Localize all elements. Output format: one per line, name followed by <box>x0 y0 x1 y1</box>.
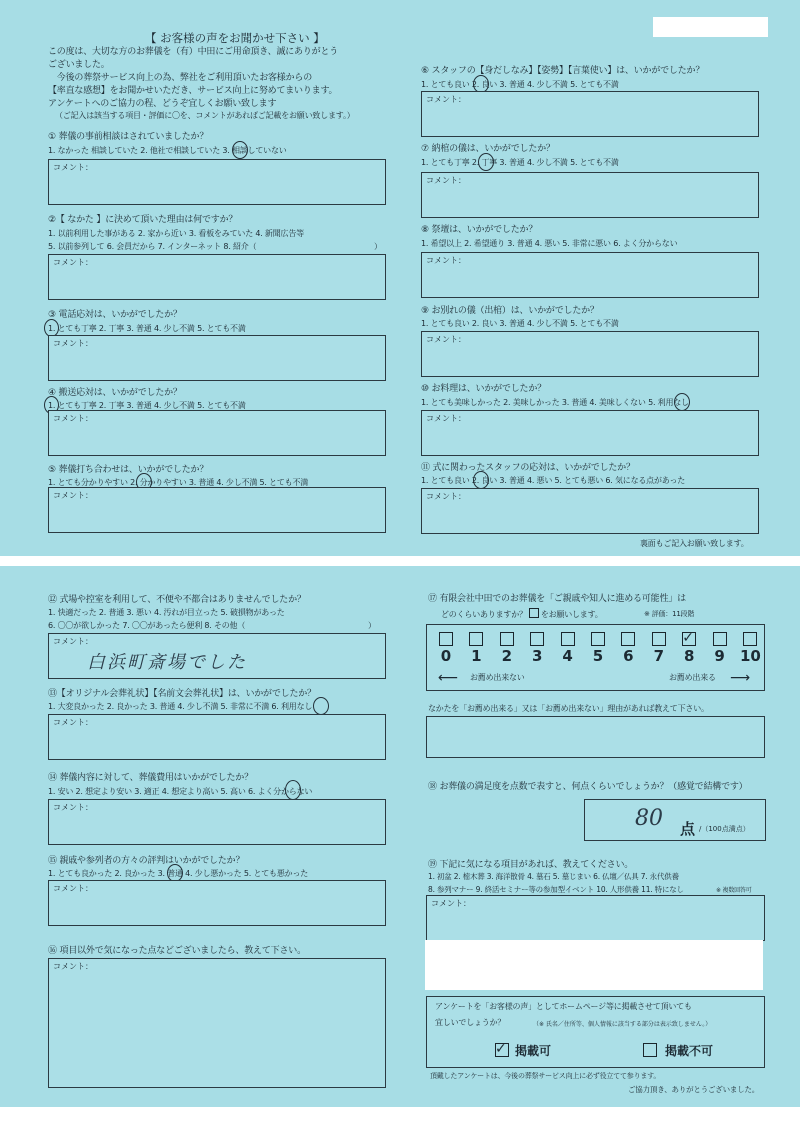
scale-checkbox-7[interactable] <box>652 632 666 646</box>
question-17: ⑰ 有限会社中田でのお葬儀を「ご親戚や知人に進める可能性」は <box>428 594 686 604</box>
intro-line: 【率直な感想】をお聞かせいただき、サービス向上に努めてまいります。 <box>48 86 338 96</box>
answer-circle <box>473 471 489 489</box>
answer-circle <box>674 393 690 411</box>
scale-checkbox-8[interactable] <box>682 632 696 646</box>
scale-checkbox-10[interactable] <box>743 632 757 646</box>
question-1-options: 1. なかった 相談していた 2. 他社で相談していた 3. 相談していない <box>48 146 287 155</box>
question-19: ⑲ 下記に気になる項目があれば、教えてください。 <box>428 860 634 870</box>
paren-close: ） <box>374 242 382 251</box>
scale-checkbox-5[interactable] <box>591 632 605 646</box>
comment-box-10[interactable]: コメント： <box>421 410 759 456</box>
scale-right-label: お薦め出来る <box>669 673 716 682</box>
question-3: ③ 電話応対は、いかがでしたか？ <box>48 310 182 320</box>
comment-box-14[interactable]: コメント： <box>48 799 386 845</box>
reason-comment-box[interactable] <box>426 716 765 758</box>
comment-box-7[interactable]: コメント： <box>421 172 759 218</box>
scale-number: 2 <box>501 647 513 665</box>
scale-number: 9 <box>714 647 725 665</box>
scale-checkbox-9[interactable] <box>713 632 727 646</box>
comment-box-6[interactable]: コメント： <box>421 91 759 137</box>
question-14-options: 1. 安い 2. 想定より安い 3. 適正 4. 想定より高い 5. 高い 6. よく分からない <box>48 787 313 796</box>
question-15-options: 1. とても良かった 2. 良かった 3. 普通 4. 少し悪かった 5. とても悪かった <box>48 869 309 878</box>
comment-box-8[interactable]: コメント： <box>421 252 759 298</box>
question-12: ⑫ 式場や控室を利用して、不便や不都合はありませんでしたか？ <box>48 595 306 605</box>
scale-number: 6 <box>623 647 634 665</box>
comment-box-1[interactable]: コメント： <box>48 159 386 205</box>
comment-box-15[interactable]: コメント： <box>48 880 386 926</box>
question-7-options: 1. とても丁寧 2. 丁寧 3. 普通 4. 少し不満 5. とても不満 <box>421 158 619 167</box>
publish-permission-box <box>426 996 765 1068</box>
survey-page-front <box>0 0 800 556</box>
redacted-area <box>425 940 763 990</box>
answer-circle <box>232 141 248 159</box>
question-6: ⑥ スタッフの【身だしなみ】【姿勢】【言葉使い】は、いかがでしたか？ <box>421 66 705 76</box>
question-9-options: 1. とても良い 2. 良い 3. 普通 4. 少し不満 5. とても不満 <box>421 319 619 328</box>
survey-page-back <box>0 566 800 1107</box>
comment-box-12[interactable]: コメント： 白浜町斎場でした <box>48 633 386 679</box>
question-8-options: 1. 希望以上 2. 希望通り 3. 普通 4. 悪い 5. 非常に悪い 6. よく分からない <box>421 239 678 248</box>
question-12-options: 1. 快適だった 2. 普通 3. 悪い 4. 汚れが目立った 5. 破損物があった <box>48 608 285 617</box>
question-8: ⑧ 祭壇は、いかがでしたか？ <box>421 225 538 235</box>
publish-ok-checkbox[interactable] <box>495 1043 509 1057</box>
back-note: 裏面もご記入お願い致します。 <box>640 539 749 548</box>
intro-line: （ご記入は該当する項目・評価に〇を、コメントがあればご記載をお願い致します。） <box>55 111 355 120</box>
publish-ok-label: 掲載可 <box>515 1044 552 1058</box>
question-7: ⑦ 納棺の儀は、いかがでしたか？ <box>421 144 555 154</box>
scale-checkbox-2[interactable] <box>500 632 514 646</box>
question-16: ⑯ 項目以外で気になった点などございましたら、教えて下さい。 <box>48 946 306 956</box>
question-12-options: 6. 〇〇が欲しかった 7. 〇〇があったら便利 8. その他（ <box>48 621 246 630</box>
scale-checkbox-1[interactable] <box>469 632 483 646</box>
publish-note: （※ 氏名／住所等、個人情報に該当する部分は表示致しません。） <box>533 1021 712 1028</box>
scale-number: 8 <box>683 647 695 665</box>
question-19-options: 1. 初盆 2. 樒木葬 3. 海洋散骨 4. 墓石 5. 墓じまい 6. 仏壇／仏具 7. 永代供養 <box>428 872 679 881</box>
check-mark-icon: ✓ <box>495 1041 507 1057</box>
publish-ng-label: 掲載不可 <box>665 1044 714 1058</box>
footer-thanks: ご協力頂き、ありがとうございました。 <box>628 1085 760 1094</box>
question-4-options: 1. とても丁寧 2. 丁寧 3. 普通 4. 少し不満 5. とても不満 <box>48 401 246 410</box>
arrow-left-icon: ⟵ <box>438 670 459 686</box>
scale-number: 7 <box>653 647 665 665</box>
publish-question-line1: アンケートを「お客様の声」としてホームページ等に掲載させて頂いても <box>435 1002 692 1011</box>
question-10: ⑩ お料理は、いかがでしたか？ <box>421 384 546 394</box>
scale-number: 4 <box>562 647 573 665</box>
question-2: ②【 なかた 】に決めて頂いた理由は何ですか？ <box>48 215 238 225</box>
checkbox-mini-icon <box>529 608 539 618</box>
score-value: 80 <box>635 806 663 831</box>
publish-ng-checkbox[interactable] <box>643 1043 657 1057</box>
footer-note: 頂戴したアンケートは、今後の葬祭サービス向上に必ず役立てて参ります。 <box>430 1072 661 1080</box>
question-1: ① 葬儀の事前相談はされていましたか？ <box>48 132 209 142</box>
arrow-right-icon: ⟶ <box>730 670 751 686</box>
answer-circle <box>478 153 494 171</box>
comment-box-13[interactable]: コメント： <box>48 714 386 760</box>
question-6-options: 1. とても良い 2. 良い 3. 普通 4. 少し不満 5. とても不満 <box>421 80 619 89</box>
question-15: ⑮ 親戚や参列者の方々の評判はいかがでしたか？ <box>48 856 245 866</box>
handwritten-comment: 白浜町斎場でした <box>87 652 247 673</box>
answer-circle <box>285 780 301 800</box>
paren-close: ） <box>368 621 376 630</box>
score-suffix: /（100点満点） <box>699 825 750 833</box>
comment-box-2[interactable]: コメント： <box>48 254 386 300</box>
comment-box-5[interactable]: コメント： <box>48 487 386 533</box>
scale-checkbox-4[interactable] <box>561 632 575 646</box>
redacted-area <box>653 17 768 37</box>
scale-number: 1 <box>471 647 482 665</box>
intro-line: この度は、大切な方のお葬儀を（有）中田にご用命頂き、誠にありがとう <box>48 47 339 57</box>
question-3-options: 1. とても丁寧 2. 丁寧 3. 普通 4. 少し不満 5. とても不満 <box>48 324 246 333</box>
intro-line: ございました。 <box>48 60 110 70</box>
intro-line: アンケートへのご協力の程、どうぞ宜しくお願い致します <box>48 99 277 109</box>
question-19-options: 8. 参列マナー 9. 終活セミナー等の参加型イベント 10. 人形供養 11. 特になし <box>428 885 684 894</box>
scale-number: 10 <box>740 647 761 665</box>
check-mark-icon: ✓ <box>682 630 694 646</box>
comment-box-3[interactable]: コメント： <box>48 335 386 381</box>
comment-box-11[interactable]: コメント： <box>421 488 759 534</box>
comment-box-4[interactable]: コメント： <box>48 410 386 456</box>
question-5-options: 1. とても分かりやすい 2. 分かりやすい 3. 普通 4. 少し不満 5. とても不満 <box>48 478 309 487</box>
survey-title: 【 お客様の声をお聞かせ下さい 】 <box>145 31 325 45</box>
question-10-options: 1. とても美味しかった 2. 美味しかった 3. 普通 4. 美味しくない 5. 利用なし <box>421 398 689 407</box>
question-4: ④ 搬送応対は、いかがでしたか？ <box>48 388 182 398</box>
question-13: ⑬【オリジナル会葬礼状】【名前文会葬礼状】は、いかがでしたか？ <box>48 689 316 699</box>
comment-box-16[interactable]: コメント： <box>48 958 386 1088</box>
score-unit: 点 <box>680 820 696 838</box>
question-2-options: 1. 以前利用した事がある 2. 家から近い 3. 看板をみていた 4. 新聞広告等 <box>48 229 304 238</box>
comment-box-19[interactable]: コメント： <box>426 895 765 941</box>
publish-question-line2: 宜しいでしょうか？ <box>435 1018 506 1027</box>
scale-checkbox-6[interactable] <box>621 632 635 646</box>
question-18: ⑱ お葬儀の満足度を点数で表すと、何点くらいでしょうか？（感覚で結構です） <box>428 782 748 792</box>
multiple-answer-note: ※ 複数回答可 <box>716 887 752 894</box>
question-13-options: 1. 大変良かった 2. 良かった 3. 普通 4. 少し不満 5. 非常に不満 6. 利用なし <box>48 702 313 711</box>
question-2-options: 5. 以前参列して 6. 会員だから 7. インターネット 8. 紹介（ <box>48 242 257 251</box>
question-5: ⑤ 葬儀打ち合わせは、いかがでしたか？ <box>48 465 209 475</box>
question-14: ⑭ 葬儀内容に対して、葬儀費用はいかがでしたか？ <box>48 773 253 783</box>
question-17-line2: どのくらいありますか？ をお願いします。 <box>441 610 603 619</box>
scale-number: 5 <box>592 647 604 665</box>
answer-circle <box>313 697 329 715</box>
scale-number: 3 <box>531 647 543 665</box>
page-gap <box>0 556 800 566</box>
scale-left-label: お薦め出来ない <box>470 673 525 682</box>
scale-checkbox-0[interactable] <box>439 632 453 646</box>
reason-question: なかたを「お薦め出来る」又は「お薦め出来ない」理由があれば教えて下さい。 <box>428 704 709 713</box>
question-9: ⑨ お別れの儀（出棺）は、いかがでしたか？ <box>421 306 599 316</box>
intro-line: 今後の葬祭サービス向上の為、弊社をご利用頂いたお客様からの <box>48 73 313 83</box>
comment-box-9[interactable]: コメント： <box>421 331 759 377</box>
question-11-options: 1. とても良い 2. 良い 3. 普通 4. 悪い 5. とても悪い 6. 気になる点があった <box>421 476 686 485</box>
scale-checkbox-3[interactable] <box>530 632 544 646</box>
score-box[interactable] <box>584 799 766 841</box>
question-11: ⑪ 式に関わったスタッフの応対は、いかがでしたか？ <box>421 463 635 473</box>
scale-number: 0 <box>440 647 452 665</box>
evaluation-note: ※ 評価：11段階 <box>644 610 695 618</box>
